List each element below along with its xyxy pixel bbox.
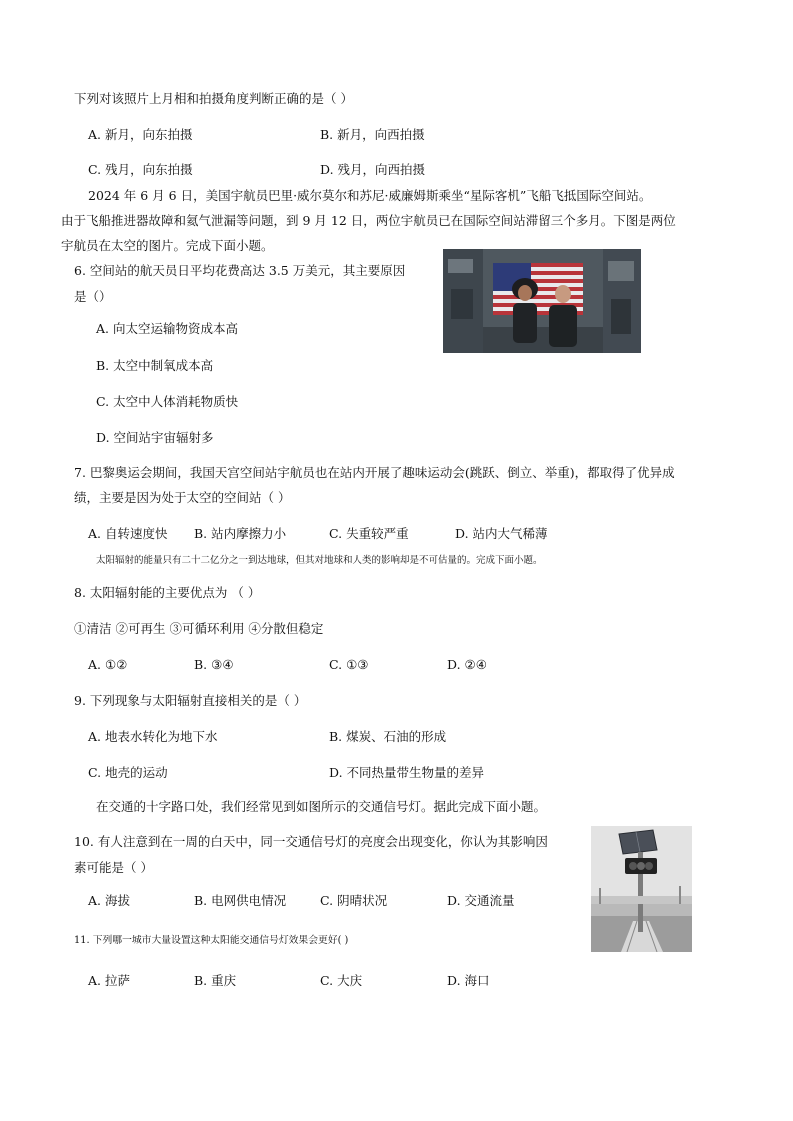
q9-option-c: C. 地壳的运动: [88, 765, 168, 780]
q10-option-c: C. 阴晴状况: [320, 893, 388, 908]
q10-option-b: B. 电网供电情况: [194, 893, 287, 908]
question-11-stem: 11. 下列哪一城市大量设置这种太阳能交通信号灯效果会更好( ): [74, 935, 349, 946]
q7-option-c: C. 失重较严重: [329, 526, 409, 541]
question-9-stem: 9. 下列现象与太阳辐射直接相关的是（ ）: [74, 693, 307, 708]
q11-option-b: B. 重庆: [194, 973, 237, 988]
passage-1-line-1: 2024 年 6 月 6 日，美国宇航员巴里·威尔莫尔和苏尼·威廉姆斯乘坐“星际客机”飞船飞抵国际空间站。: [88, 188, 652, 203]
q8-option-d: D. ②④: [447, 657, 487, 672]
q5-option-d: D. 残月，向西拍摄: [320, 162, 426, 177]
q9-option-a: A. 地表水转化为地下水: [88, 729, 218, 744]
question-10-line-2: 素可能是（ ）: [74, 860, 153, 875]
question-10-line-1: 10. 有人注意到在一周的白天中，同一交通信号灯的亮度会出现变化，你认为其影响因: [74, 834, 548, 849]
q7-option-d: D. 站内大气稀薄: [455, 526, 548, 541]
q7-option-a: A. 自转速度快: [88, 526, 168, 541]
q8-option-c: C. ①③: [329, 657, 369, 672]
q6-option-d: D. 空间站宇宙辐射多: [96, 430, 214, 445]
passage-2: 太阳辐射的能量只有二十二亿分之一到达地球，但其对地球和人类的影响却是不可估量的。完成下面小题。: [96, 555, 543, 566]
astronauts-photo: [443, 249, 641, 353]
q5-option-c: C. 残月，向东拍摄: [88, 162, 193, 177]
q9-option-d: D. 不同热量带生物量的差异: [329, 765, 485, 780]
q7-option-b: B. 站内摩擦力小: [194, 526, 287, 541]
question-8-items: ①清洁 ②可再生 ③可循环利用 ④分散但稳定: [74, 621, 324, 636]
q6-option-b: B. 太空中制氧成本高: [96, 358, 214, 373]
q5-option-b: B. 新月，向西拍摄: [320, 127, 425, 142]
question-6-line-2: 是（）: [74, 289, 112, 304]
q11-option-a: A. 拉萨: [88, 973, 130, 988]
traffic-light-drawing: [591, 826, 692, 952]
passage-1-line-2: 由于飞船推进器故障和氦气泄漏等问题，到 9 月 12 日，两位宇航员已在国际空间站滞留三个多月。下图是两位: [61, 213, 676, 228]
q8-option-b: B. ③④: [194, 657, 234, 672]
q6-option-c: C. 太空中人体消耗物质快: [96, 394, 239, 409]
q11-option-d: D. 海口: [447, 973, 490, 988]
question-8-stem: 8. 太阳辐射能的主要优点为 （ ）: [74, 585, 261, 600]
q10-option-a: A. 海拔: [88, 893, 130, 908]
passage-3: 在交通的十字路口处，我们经常见到如图所示的交通信号灯。据此完成下面小题。: [96, 799, 547, 814]
question-7-line-2: 绩，主要是因为处于太空的空间站（ ）: [74, 490, 291, 505]
q9-option-b: B. 煤炭、石油的形成: [329, 729, 447, 744]
astronauts-photo-drawing: [443, 249, 641, 353]
traffic-light-photo: [591, 826, 692, 952]
question-7-line-1: 7. 巴黎奥运会期间，我国天宫空间站宇航员也在站内开展了趣味运动会(跳跃、倒立、举重)，都取得了优异成: [74, 465, 675, 480]
question-6-line-1: 6. 空间站的航天员日平均花费高达 3.5 万美元，其主要原因: [74, 263, 406, 278]
q5-option-a: A. 新月，向东拍摄: [88, 127, 193, 142]
question-5-stem: 下列对该照片上月相和拍摄角度判断正确的是（ ）: [74, 91, 353, 106]
q6-option-a: A. 向太空运输物资成本高: [96, 321, 238, 336]
q8-option-a: A. ①②: [88, 657, 128, 672]
q10-option-d: D. 交通流量: [447, 893, 515, 908]
passage-1-line-3: 宇航员在太空的图片。完成下面小题。: [61, 238, 274, 253]
q11-option-c: C. 大庆: [320, 973, 363, 988]
